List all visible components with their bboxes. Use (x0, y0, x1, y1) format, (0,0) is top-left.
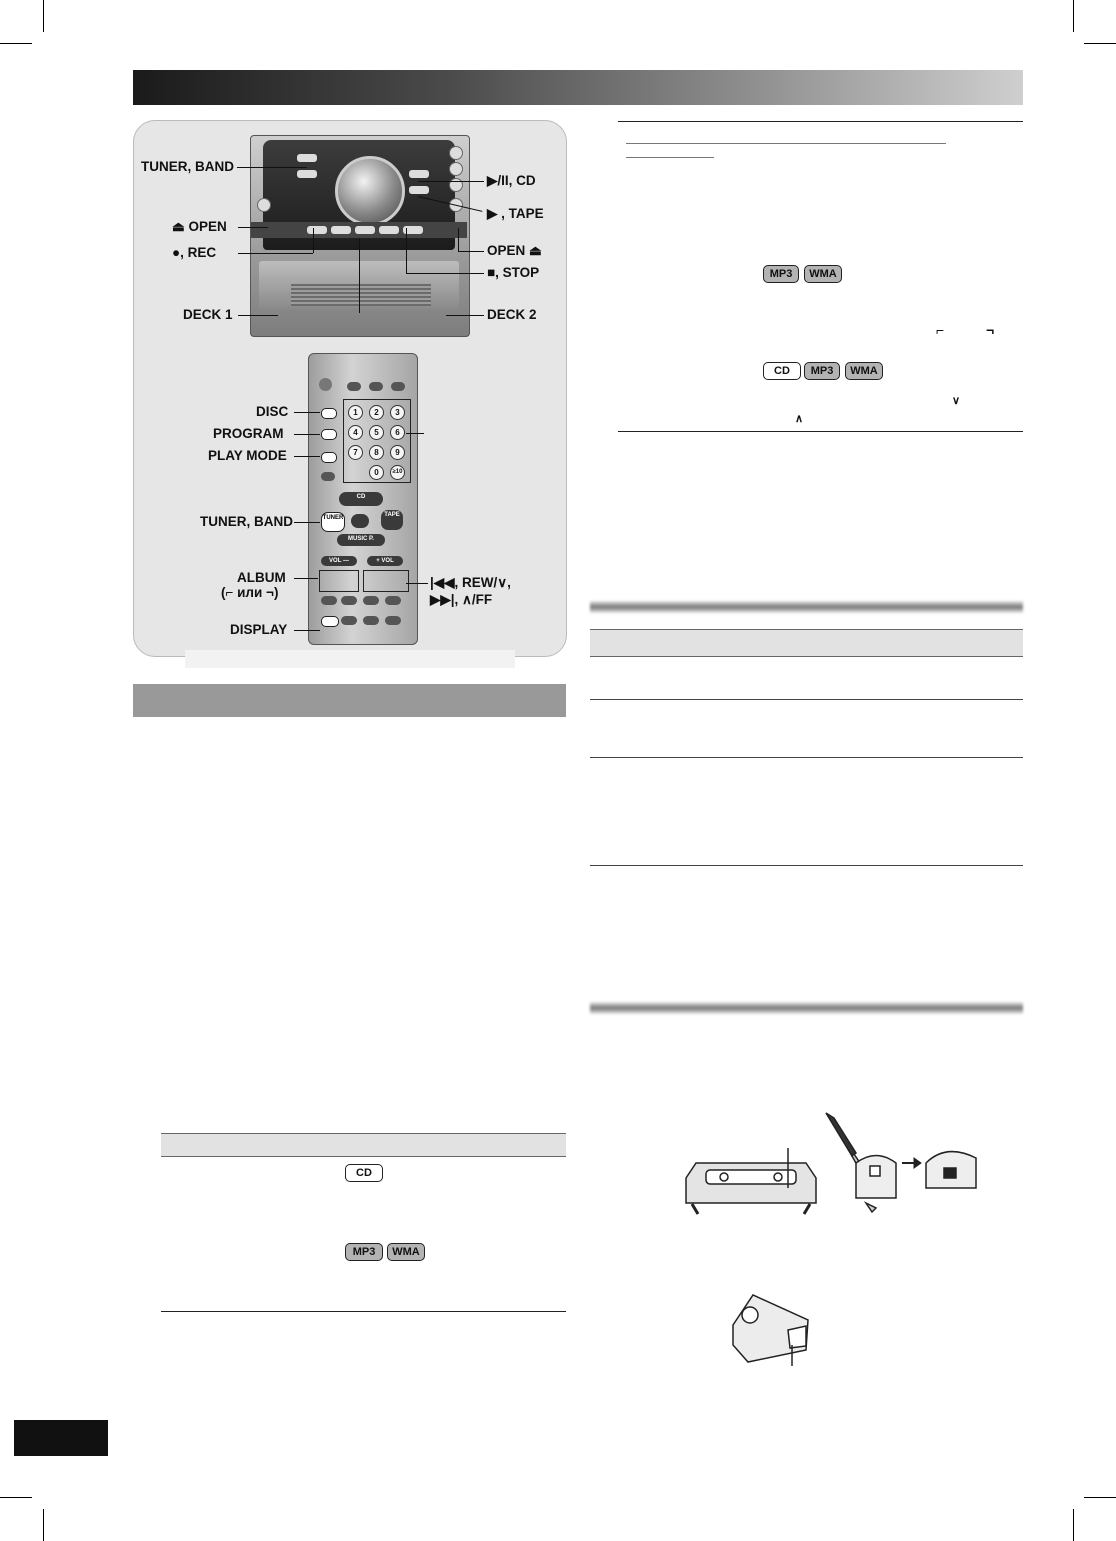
display-key (321, 616, 339, 627)
tape-key: TAPE (381, 510, 403, 530)
label-display: DISPLAY (230, 622, 288, 637)
label-album: ALBUM (237, 570, 286, 585)
rec-button (307, 226, 327, 234)
page-header-bar (133, 70, 1023, 105)
deck-button (379, 226, 399, 234)
label-deck-1: DECK 1 (183, 307, 233, 322)
panel-foot (185, 650, 515, 668)
mp3-badge: MP3 (345, 1243, 383, 1261)
label-skip-rew: |◀◀, REW/∨, (430, 575, 511, 590)
num-key: 6 (390, 425, 405, 440)
preset-eq-key (363, 616, 379, 625)
crop-mark (0, 1497, 32, 1498)
note-top-rule (618, 121, 1023, 122)
marker-key (341, 596, 357, 605)
label-deck-2: DECK 2 (487, 307, 537, 322)
label-skip-ff: ▶▶|, ∧/FF (430, 592, 493, 607)
cd-key: CD (339, 492, 383, 506)
play-mode-key (321, 452, 337, 463)
mp3-badge: MP3 (804, 362, 840, 380)
leader-line (406, 273, 484, 274)
section-heading-blurred (590, 1002, 1023, 1014)
leader-line (418, 181, 484, 182)
intro-key (321, 596, 337, 605)
crop-mark (0, 43, 32, 44)
cassette-drawing (686, 1148, 816, 1214)
section-heading-blurred (590, 601, 1023, 613)
leader-line (238, 253, 313, 254)
left-table-header (161, 1133, 566, 1157)
num-key: 3 (390, 405, 405, 420)
table-bottom-rule (161, 1311, 566, 1312)
label-open-left: ⏏ OPEN (172, 219, 227, 234)
wma-badge: WMA (387, 1243, 425, 1261)
num-key: 0 (369, 465, 384, 480)
wma-badge: WMA (845, 362, 883, 380)
note-bottom-rule (618, 431, 1023, 432)
label-play-tape: ▶ , TAPE (487, 206, 544, 221)
clock-key (369, 382, 383, 391)
chevron-down-glyph: ∨ (952, 395, 961, 407)
cassette-corner-drawing (926, 1152, 976, 1188)
underline-rule (626, 157, 714, 158)
leader-line (294, 434, 320, 435)
side-button (449, 162, 463, 176)
cassette-tab-illustration (676, 1108, 996, 1218)
num-key: 1 (348, 405, 363, 420)
vol-minus-key: VOL — (321, 556, 357, 566)
side-button (449, 146, 463, 160)
remote-control-drawing (308, 353, 418, 645)
num-key: 7 (348, 445, 363, 460)
crop-mark (1084, 43, 1116, 44)
speaker-grille (291, 284, 431, 306)
cd-badge: CD (763, 362, 801, 380)
cassette-tape-illustration (728, 1290, 818, 1368)
arrow-icon (902, 1158, 921, 1168)
chevron-up-glyph: ∧ (795, 413, 804, 425)
leader-line (294, 412, 320, 413)
album-down-glyph: ⌐ (936, 322, 945, 338)
tuner-key: TUNER (321, 512, 345, 532)
number-keypad (343, 399, 411, 483)
unit-button (297, 154, 317, 162)
disc-key (321, 408, 337, 419)
label-play-cd: ▶/II, CD (487, 173, 536, 188)
deck-button-strip (251, 222, 467, 238)
wma-badge: WMA (804, 265, 842, 283)
album-up-glyph: ¬ (986, 322, 995, 338)
right-table-header (590, 629, 1023, 657)
section-heading-band (133, 684, 566, 717)
mp3-badge: MP3 (763, 265, 799, 283)
unit-button (409, 170, 429, 178)
table-row-rule (590, 699, 1023, 700)
unit-button (297, 170, 317, 178)
leader-line (237, 167, 307, 168)
label-open-right: OPEN ⏏ (487, 243, 542, 258)
crop-mark (1084, 1497, 1116, 1498)
screwdriver-drawing (826, 1113, 896, 1212)
label-disc: DISC (256, 404, 289, 419)
leader-line (294, 630, 320, 631)
leader-line (294, 578, 318, 579)
leader-line (313, 228, 314, 253)
leader-line (406, 433, 424, 434)
table-row-rule (590, 865, 1023, 866)
num-key: 9 (390, 445, 405, 460)
dimmer-key (391, 382, 405, 391)
num-key: 4 (348, 425, 363, 440)
unit-button (409, 186, 429, 194)
leader-line (458, 228, 459, 251)
crop-mark (43, 1509, 44, 1541)
table-row-rule (590, 757, 1023, 758)
num-key: 8 (369, 445, 384, 460)
label-rec: ●, REC (172, 245, 217, 260)
skip-keys-box (363, 570, 409, 592)
deck-button (355, 226, 375, 234)
sleep-key (347, 382, 361, 391)
music-p-key: MUSIC P. (337, 534, 385, 546)
crop-mark (1073, 0, 1074, 32)
leader-line (238, 227, 268, 228)
album-keys-box (319, 570, 359, 592)
crop-mark (43, 0, 44, 32)
crop-mark (1073, 1509, 1074, 1541)
label-tuner-band: TUNER, BAND (141, 159, 234, 174)
enter-key (363, 596, 379, 605)
enter-key (385, 596, 401, 605)
leader-line (406, 228, 407, 273)
label-album-sub: (⌐ или ¬) (221, 585, 279, 600)
leader-line (359, 238, 360, 313)
vol-plus-key: + VOL (367, 556, 403, 566)
num-key: 2 (369, 405, 384, 420)
cd-badge: CD (345, 1164, 383, 1182)
leader-line (458, 251, 484, 252)
muting-key (385, 616, 401, 625)
sbass-key (341, 616, 357, 625)
label-play-mode: PLAY MODE (208, 448, 287, 463)
power-key (319, 378, 332, 391)
leader-line (294, 522, 320, 523)
leader-line (238, 315, 278, 316)
main-unit-drawing (250, 135, 470, 337)
leader-line (406, 583, 428, 584)
clear-key (351, 514, 369, 528)
label-program: PROGRAM (213, 426, 284, 441)
num-key: 5 (369, 425, 384, 440)
volume-knob (335, 156, 405, 226)
label-tuner-band-remote: TUNER, BAND (200, 514, 293, 529)
label-stop: ■, STOP (487, 265, 540, 280)
leader-line (294, 456, 320, 457)
deck-button (331, 226, 351, 234)
program-key (321, 429, 337, 440)
num-key: ≥10 (390, 465, 405, 480)
underline-rule (626, 143, 946, 144)
repeat-key (321, 472, 335, 481)
mic-jack (257, 198, 271, 212)
leader-line (446, 315, 484, 316)
page-number-tab (14, 1420, 108, 1456)
